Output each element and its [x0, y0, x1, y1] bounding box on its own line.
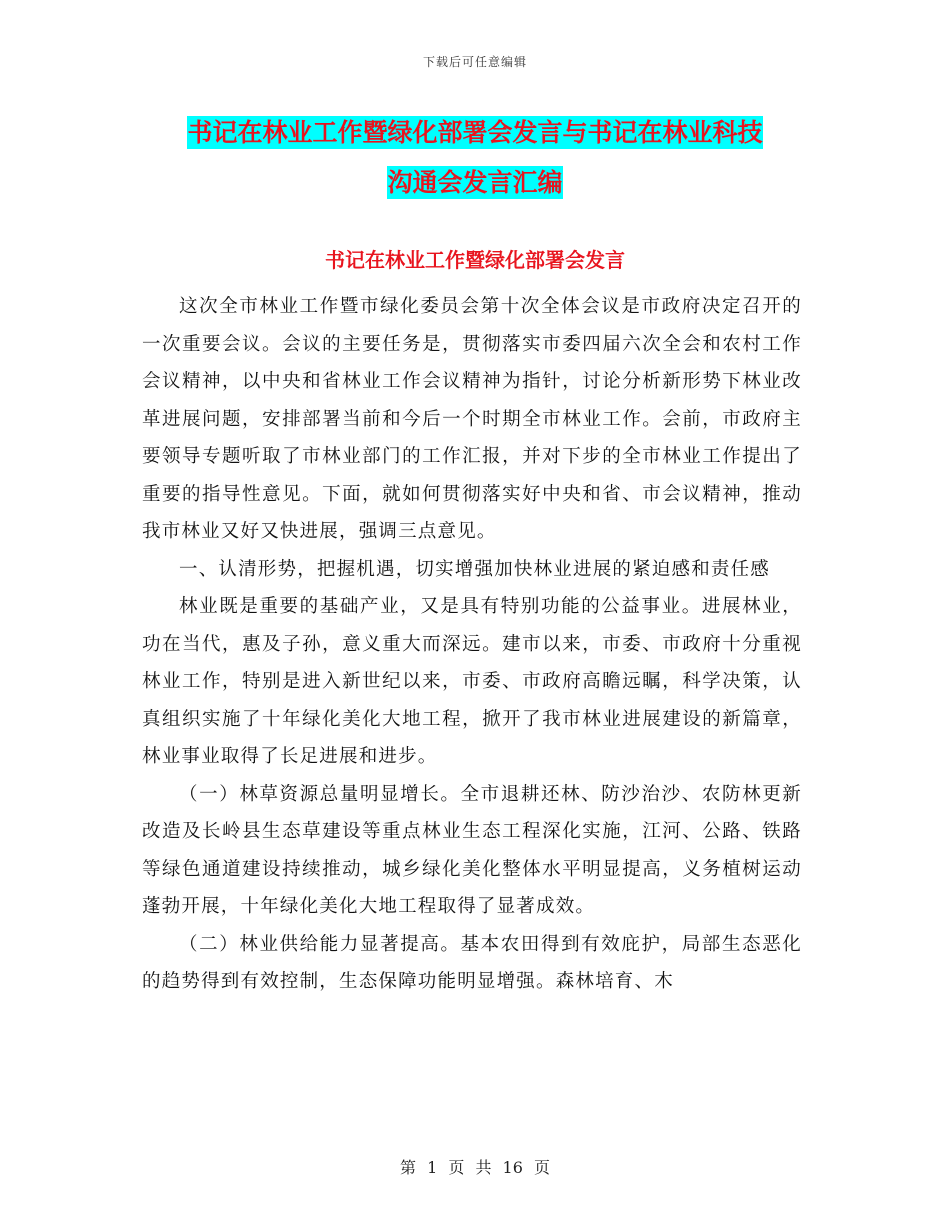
document-body [142, 288, 802, 1001]
paragraph: （一）林草资源总量明显增长。全市退耕还林、防沙治沙、农防林更新改造及长岭县生态草建设等重点林业生态工程深化实施，江河、公路、铁路等绿色通道建设持续推动，城乡绿化美化整体水平明显提高，义务植树运动蓬勃开展，十年绿化美化大地工程取得了显著成效。 [142, 783, 802, 917]
page-number-footer: 第 1 页 共 16 页 [400, 1158, 550, 1177]
document-title-line-2: 沟通会发言汇编 [387, 168, 563, 197]
paragraph: 这次全市林业工作暨市绿化委员会第十次全体会议是市政府决定召开的一次重要会议。会议的主要任务是，贯彻落实市委四届六次全会和农村工作会议精神，以中央和省林业工作会议精神为指针，讨论分析新形势下林业改革进展问题，安排部署当前和今后一个时期全市林业工作。会前，市政府主要领导专题听取了市林业部门的工作汇报，并对下步的全市林业工作提出了重要的指导性意见。下面，就如何贯彻落实好中央和省、市会议精神，推动我市林业又好又快进展，强调三点意见。 [142, 296, 802, 542]
paragraph: 一、认清形势，把握机遇，切实增强加快林业进展的紧迫感和责任感 [179, 558, 771, 580]
header-note: 下载后可任意编辑 [422, 55, 527, 69]
section-title: 书记在林业工作暨绿化部署会发言 [325, 248, 625, 272]
document-title [150, 108, 800, 208]
document-title-line-1: 书记在林业工作暨绿化部署会发言与书记在林业科技 [187, 118, 763, 147]
paragraph: 林业既是重要的基础产业，又是具有特别功能的公益事业。进展林业，功在当代，惠及子孙，意义重大而深远。建市以来，市委、市政府十分重视林业工作，特别是进入新世纪以来，市委、市政府高瞻远瞩，科学决策，认真组织实施了十年绿化美化大地工程，掀开了我市林业进展建设的新篇章，林业事业取得了长足进展和进步。 [142, 596, 802, 767]
paragraph: （二）林业供给能力显著提高。基本农田得到有效庇护，局部生态恶化的趋势得到有效控制，生态保障功能明显增强。森林培育、木 [142, 933, 802, 992]
